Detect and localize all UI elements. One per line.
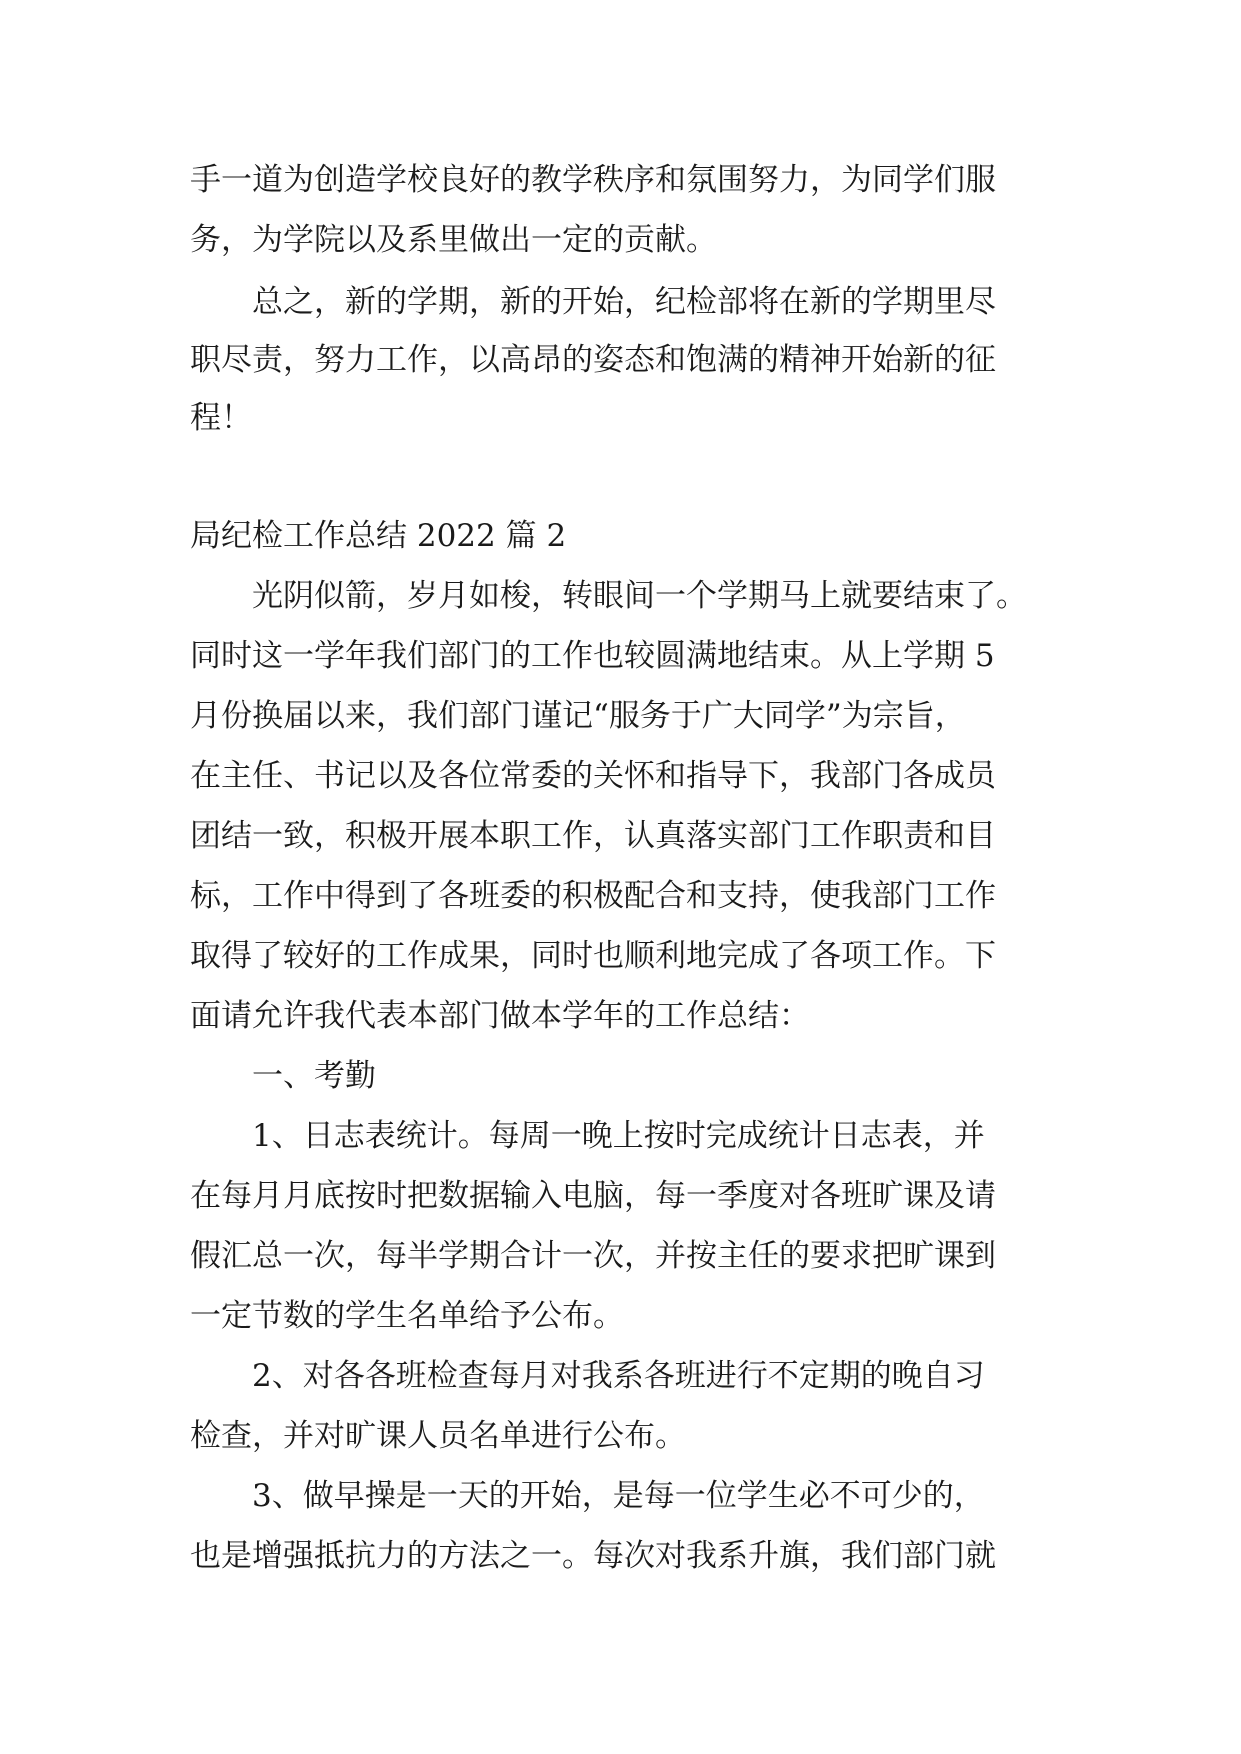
paragraph-2-line-2: 职尽责，努力工作，以高昂的姿态和饱满的精神开始新的征 xyxy=(190,342,996,378)
item-1-line-2: 在每月月底按时把数据输入电脑，每一季度对各班旷课及请 xyxy=(190,1178,996,1214)
item-1-line-3: 假汇总一次，每半学期合计一次，并按主任的要求把旷课到 xyxy=(190,1238,996,1274)
paragraph-1-line-2: 务，为学院以及系里做出一定的贡献。 xyxy=(190,222,717,258)
item-2-line-1: 2、对各各班检查每月对我系各班进行不定期的晚自习 xyxy=(252,1358,985,1394)
paragraph-3-line-8: 面请允许我代表本部门做本学年的工作总结： xyxy=(190,998,810,1034)
paragraph-3-line-4: 在主任、书记以及各位常委的关怀和指导下，我部门各成员 xyxy=(190,758,996,794)
paragraph-1-line-1: 手一道为创造学校良好的教学秩序和氛围努力，为同学们服 xyxy=(190,162,996,198)
paragraph-2-line-1: 总之，新的学期，新的开始，纪检部将在新的学期里尽 xyxy=(252,284,996,320)
paragraph-3-line-7: 取得了较好的工作成果，同时也顺利地完成了各项工作。下 xyxy=(190,938,996,974)
paragraph-3-line-2: 同时这一学年我们部门的工作也较圆满地结束。从上学期 5 xyxy=(190,638,995,674)
paragraph-3-line-1: 光阴似箭，岁月如梭，转眼间一个学期马上就要结束了。 xyxy=(252,578,1027,614)
paragraph-2-line-3: 程！ xyxy=(190,400,252,436)
item-1-line-1: 1、日志表统计。每周一晚上按时完成统计日志表，并 xyxy=(252,1118,985,1154)
item-2-line-2: 检查，并对旷课人员名单进行公布。 xyxy=(190,1418,686,1454)
paragraph-3-line-6: 标，工作中得到了各班委的积极配合和支持，使我部门工作 xyxy=(190,878,996,914)
paragraph-3-line-3: 月份换届以来，我们部门谨记“服务于广大同学”为宗旨， xyxy=(190,698,966,734)
section-heading: 局纪检工作总结 2022 篇 2 xyxy=(190,518,567,554)
item-3-line-2: 也是增强抵抗力的方法之一。每次对我系升旗，我们部门就 xyxy=(190,1538,996,1574)
item-1-line-4: 一定节数的学生名单给予公布。 xyxy=(190,1298,624,1334)
subheading-attendance: 一、考勤 xyxy=(252,1058,376,1094)
paragraph-3-line-5: 团结一致，积极开展本职工作，认真落实部门工作职责和目 xyxy=(190,818,996,854)
item-3-line-1: 3、做早操是一天的开始，是每一位学生必不可少的， xyxy=(252,1478,985,1514)
